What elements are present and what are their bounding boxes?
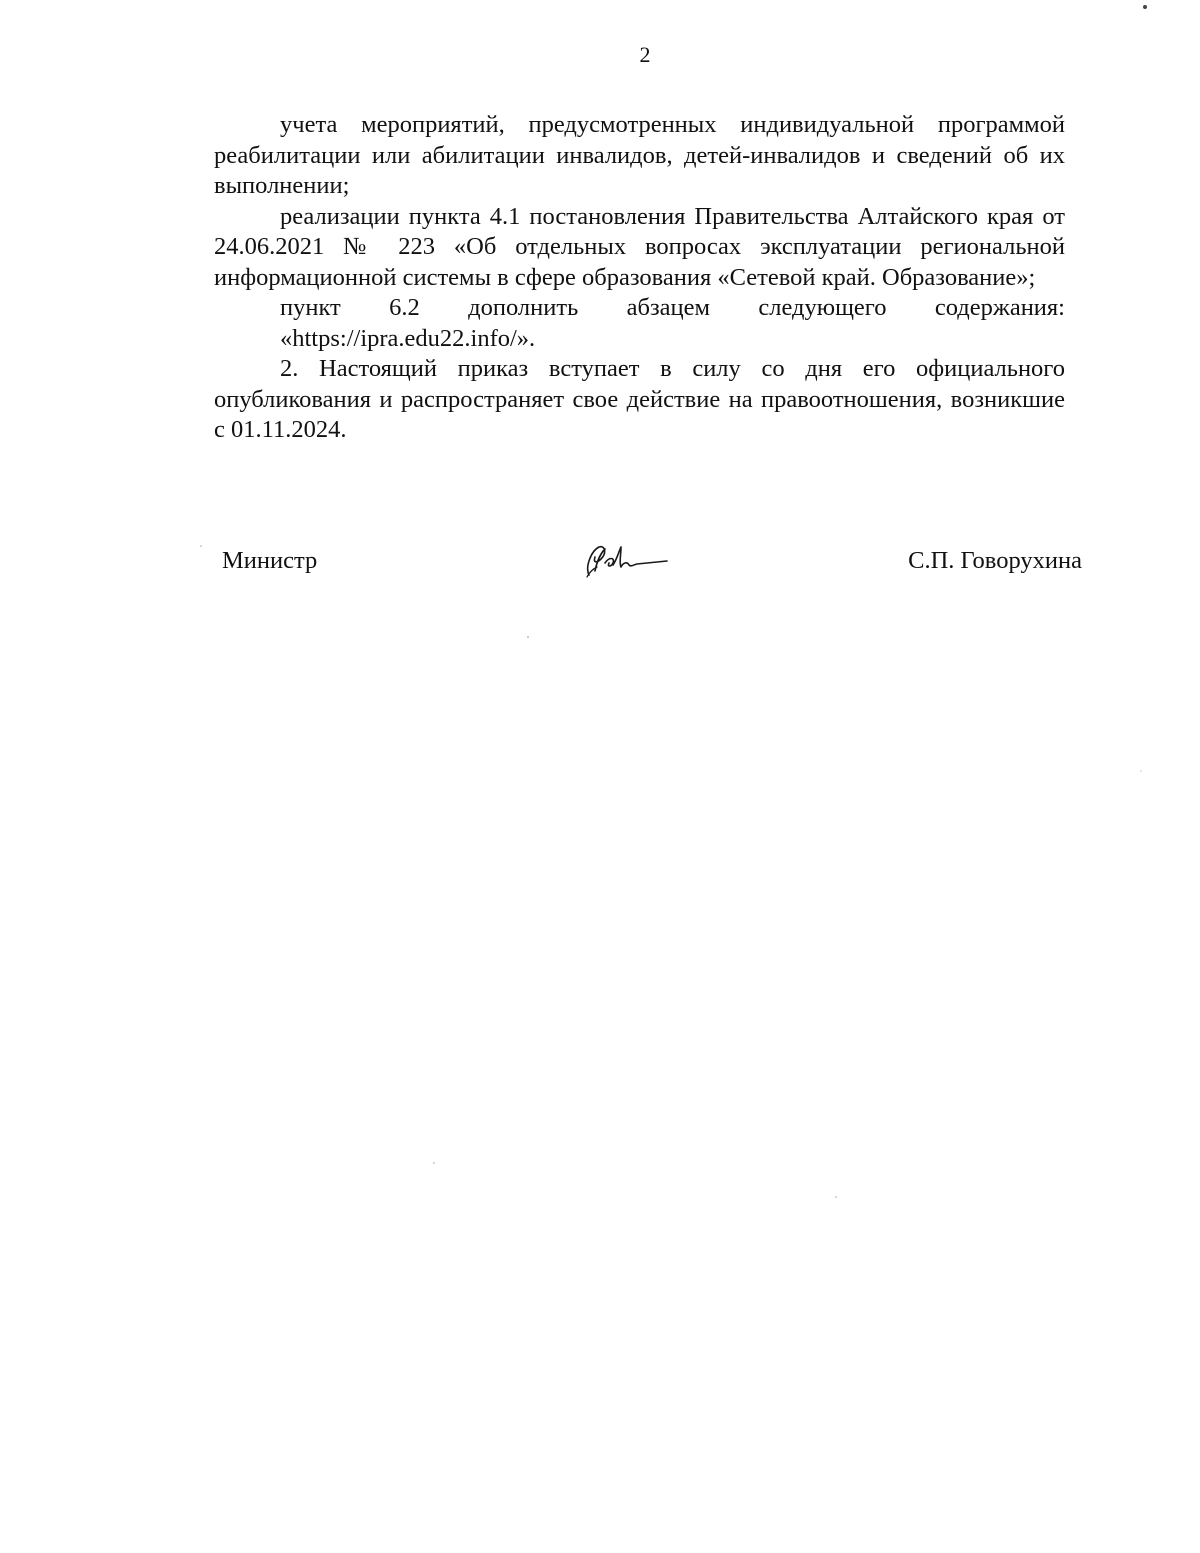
scan-speck — [433, 1162, 435, 1164]
paragraph-record-events: учета мероприятий, предусмотренных индивидуальной программой реабилитации или абилитации инвалидов, детей-инвалидов и сведений об их выполнении; — [214, 111, 1065, 199]
paragraph-resolution-reference: реализации пункта 4.1 постановления Правительства Алтайского края от 24.06.2021 № 223 «Об отдельных вопросах эксплуатации региональной информационной системы в сфере образования «Сетевой край. Образование»; — [214, 202, 1065, 291]
amendment-url: «https://ipra.edu22.info/». — [280, 324, 536, 352]
handwritten-signature — [575, 537, 675, 585]
page-number: 2 — [639, 42, 651, 67]
scan-speck — [200, 545, 202, 547]
signatory-name: С.П. Говорухина — [908, 547, 1082, 574]
scan-speck — [527, 636, 529, 638]
paragraph-amendment-intro: пункт 6.2 дополнить абзацем следующего содержания: — [280, 294, 1065, 321]
scan-speck — [1143, 5, 1147, 9]
document-body — [214, 110, 1065, 446]
scan-speck — [835, 1196, 837, 1198]
scan-speck — [1140, 770, 1142, 772]
paragraph-clause-2: 2. Настоящий приказ вступает в силу со дня его официального опубликования и распространяет свое действие на правоотношения, возникшие с 01.11.2024. — [214, 355, 1065, 443]
signatory-position: Министр — [222, 547, 318, 574]
signature-block — [0, 545, 1200, 595]
